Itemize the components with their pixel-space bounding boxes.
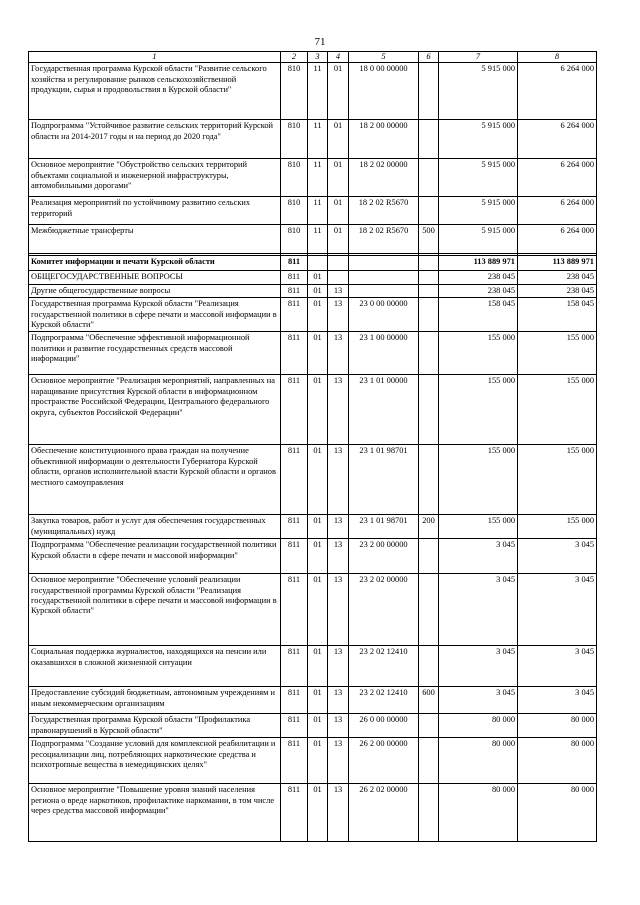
cell-amount-year1: 155 000 (439, 445, 518, 515)
cell-subsection: 01 (328, 159, 349, 197)
table-row (29, 159, 597, 197)
row-name: Подпрограмма "Обеспечение эффективной информационной политики и развитие государственных средств массовой информации" (29, 332, 281, 375)
cell-expense-type (419, 120, 439, 159)
cell-grbs: 811 (281, 298, 308, 332)
column-header: 6 (419, 52, 439, 63)
cell-subsection: 13 (328, 646, 349, 687)
cell-amount-year2: 80 000 (518, 738, 597, 784)
cell-amount-year1: 3 045 (439, 539, 518, 574)
cell-section: 11 (308, 159, 328, 197)
cell-subsection: 01 (328, 197, 349, 225)
cell-target-article: 23 2 02 12410 (349, 687, 419, 714)
table-row (29, 646, 597, 687)
cell-amount-year2: 80 000 (518, 784, 597, 842)
cell-section: 11 (308, 120, 328, 159)
cell-target-article: 23 2 02 12410 (349, 646, 419, 687)
row-name: Обеспечение конституционного права граждан на получение объективной информации о деятельности Губернатора Курской области, органов исполнительной власти Курской области и органов местного самоуправления (29, 445, 281, 515)
row-name: Подпрограмма "Обеспечение реализации государственной политики Курской области в сфере печати и массовой информации" (29, 539, 281, 574)
cell-target-article: 23 1 00 00000 (349, 332, 419, 375)
cell-amount-year1: 3 045 (439, 646, 518, 687)
column-header: 7 (439, 52, 518, 63)
cell-subsection: 13 (328, 298, 349, 332)
table-row (29, 256, 597, 271)
cell-grbs: 811 (281, 687, 308, 714)
cell-subsection: 01 (328, 225, 349, 254)
cell-amount-year1: 80 000 (439, 784, 518, 842)
cell-amount-year2: 6 264 000 (518, 225, 597, 254)
cell-amount-year2: 155 000 (518, 332, 597, 375)
cell-target-article: 18 2 00 00000 (349, 120, 419, 159)
row-name: Социальная поддержка журналистов, находящихся на пенсии или оказавшихся в сложной жизненной ситуации (29, 646, 281, 687)
row-name: Основное мероприятие "Реализация мероприятий, направленных на наращивание присутствия Курской области в информационном пространстве Российской Федерации, Центрального федерального округа, субъектов Российской Федерации" (29, 375, 281, 445)
cell-target-article (349, 256, 419, 271)
cell-section: 01 (308, 515, 328, 539)
cell-target-article: 18 2 02 R5670 (349, 225, 419, 254)
cell-expense-type (419, 375, 439, 445)
row-name: Подпрограмма "Создание условий для комплексной реабилитации и ресоциализации лиц, потребляющих наркотические средства и психотропные вещества в немедицинских целях" (29, 738, 281, 784)
cell-grbs: 811 (281, 539, 308, 574)
cell-expense-type (419, 539, 439, 574)
cell-subsection: 13 (328, 574, 349, 646)
cell-amount-year2: 113 889 971 (518, 256, 597, 271)
cell-section: 01 (308, 271, 328, 284)
row-name: Государственная программа Курской области "Реализация государственной политики в сфере печати и массовой информации в Курской области" (29, 298, 281, 332)
cell-section: 01 (308, 445, 328, 515)
table-row (29, 332, 597, 375)
column-header-row (29, 52, 597, 63)
row-name: Подпрограмма "Устойчивое развитие сельских территорий Курской области на 2014-2017 годы и на период до 2020 года" (29, 120, 281, 159)
cell-subsection: 13 (328, 784, 349, 842)
cell-expense-type (419, 284, 439, 297)
cell-section: 11 (308, 197, 328, 225)
cell-grbs: 811 (281, 445, 308, 515)
cell-amount-year1: 5 915 000 (439, 159, 518, 197)
cell-target-article: 23 0 00 00000 (349, 298, 419, 332)
table-row (29, 284, 597, 297)
table-row (29, 63, 597, 120)
column-header: 3 (308, 52, 328, 63)
cell-section (308, 256, 328, 271)
cell-subsection: 13 (328, 687, 349, 714)
cell-target-article: 18 0 00 00000 (349, 63, 419, 120)
row-name: Другие общегосударственные вопросы (29, 284, 281, 297)
cell-section: 01 (308, 714, 328, 738)
cell-grbs: 811 (281, 515, 308, 539)
cell-amount-year2: 155 000 (518, 445, 597, 515)
column-header: 4 (328, 52, 349, 63)
cell-section: 01 (308, 574, 328, 646)
cell-amount-year1: 5 915 000 (439, 120, 518, 159)
cell-amount-year2: 3 045 (518, 646, 597, 687)
table-row (29, 225, 597, 254)
cell-grbs: 811 (281, 332, 308, 375)
cell-grbs: 811 (281, 271, 308, 284)
cell-target-article: 23 1 01 98701 (349, 445, 419, 515)
cell-amount-year2: 3 045 (518, 539, 597, 574)
cell-subsection: 13 (328, 738, 349, 784)
cell-amount-year2: 80 000 (518, 714, 597, 738)
table-row (29, 574, 597, 646)
table-row (29, 714, 597, 738)
cell-expense-type (419, 63, 439, 120)
cell-expense-type (419, 256, 439, 271)
budget-table (28, 51, 597, 842)
cell-amount-year1: 5 915 000 (439, 63, 518, 120)
cell-expense-type (419, 574, 439, 646)
cell-amount-year1: 155 000 (439, 332, 518, 375)
cell-target-article: 18 2 02 00000 (349, 159, 419, 197)
cell-expense-type (419, 646, 439, 687)
cell-section: 01 (308, 738, 328, 784)
cell-grbs: 811 (281, 284, 308, 297)
table-row (29, 120, 597, 159)
row-name: Государственная программа Курской области "Развитие сельского хозяйства и регулирование рынков сельскохозяйственной продукции, сырья и продовольствия в Курской области" (29, 63, 281, 120)
row-name: Закупка товаров, работ и услуг для обеспечения государственных (муниципальных) нужд (29, 515, 281, 539)
cell-expense-type (419, 714, 439, 738)
cell-section: 01 (308, 687, 328, 714)
cell-amount-year2: 155 000 (518, 515, 597, 539)
cell-target-article: 23 1 01 98701 (349, 515, 419, 539)
cell-expense-type (419, 271, 439, 284)
cell-target-article: 26 2 02 00000 (349, 784, 419, 842)
cell-amount-year2: 6 264 000 (518, 159, 597, 197)
row-name: Государственная программа Курской области "Профилактика правонарушений в Курской области" (29, 714, 281, 738)
table-row (29, 687, 597, 714)
cell-grbs: 810 (281, 197, 308, 225)
cell-section: 01 (308, 298, 328, 332)
cell-expense-type: 500 (419, 225, 439, 254)
table-row (29, 738, 597, 784)
cell-amount-year2: 6 264 000 (518, 120, 597, 159)
cell-expense-type: 200 (419, 515, 439, 539)
cell-amount-year1: 113 889 971 (439, 256, 518, 271)
cell-subsection (328, 256, 349, 271)
cell-expense-type (419, 197, 439, 225)
cell-amount-year1: 3 045 (439, 574, 518, 646)
cell-amount-year1: 80 000 (439, 738, 518, 784)
cell-target-article (349, 271, 419, 284)
cell-grbs: 810 (281, 120, 308, 159)
cell-target-article (349, 284, 419, 297)
row-name: ОБЩЕГОСУДАРСТВЕННЫЕ ВОПРОСЫ (29, 271, 281, 284)
cell-section: 01 (308, 539, 328, 574)
row-name: Основное мероприятие "Обустройство сельских территорий объектами социальной и инженерной инфраструктуры, автомобильными дорогами" (29, 159, 281, 197)
cell-amount-year1: 238 045 (439, 271, 518, 284)
cell-amount-year2: 238 045 (518, 271, 597, 284)
column-header: 1 (29, 52, 281, 63)
cell-grbs: 811 (281, 784, 308, 842)
column-header: 5 (349, 52, 419, 63)
cell-grbs: 811 (281, 375, 308, 445)
cell-expense-type (419, 445, 439, 515)
cell-subsection: 13 (328, 284, 349, 297)
row-name: Основное мероприятие "Обеспечение условий реализации государственной программы Курской области "Реализация государственной политики в сфере печати и массовой информации в Курской области" (29, 574, 281, 646)
cell-grbs: 810 (281, 225, 308, 254)
cell-subsection: 13 (328, 515, 349, 539)
table-row (29, 784, 597, 842)
cell-section: 01 (308, 375, 328, 445)
cell-grbs: 811 (281, 738, 308, 784)
column-header: 2 (281, 52, 308, 63)
cell-expense-type: 600 (419, 687, 439, 714)
cell-grbs: 810 (281, 159, 308, 197)
cell-target-article: 26 2 00 00000 (349, 738, 419, 784)
cell-target-article: 23 2 02 00000 (349, 574, 419, 646)
cell-amount-year2: 158 045 (518, 298, 597, 332)
cell-amount-year2: 6 264 000 (518, 63, 597, 120)
row-name: Реализация мероприятий по устойчивому развитию сельских территорий (29, 197, 281, 225)
cell-subsection: 13 (328, 375, 349, 445)
cell-subsection: 13 (328, 332, 349, 375)
cell-grbs: 811 (281, 574, 308, 646)
table-row (29, 515, 597, 539)
cell-section: 11 (308, 225, 328, 254)
row-name: Предоставление субсидий бюджетным, автономным учреждениям и иным некоммерческим организациям (29, 687, 281, 714)
cell-subsection (328, 271, 349, 284)
cell-section: 01 (308, 646, 328, 687)
cell-section: 01 (308, 784, 328, 842)
cell-amount-year2: 155 000 (518, 375, 597, 445)
row-name: Межбюджетные трансферты (29, 225, 281, 254)
cell-grbs: 811 (281, 646, 308, 687)
cell-target-article: 23 2 00 00000 (349, 539, 419, 574)
cell-subsection: 13 (328, 445, 349, 515)
cell-amount-year1: 80 000 (439, 714, 518, 738)
row-name: Комитет информации и печати Курской области (29, 256, 281, 271)
table-row (29, 197, 597, 225)
cell-amount-year1: 3 045 (439, 687, 518, 714)
cell-amount-year1: 238 045 (439, 284, 518, 297)
cell-target-article: 18 2 02 R5670 (349, 197, 419, 225)
cell-grbs: 811 (281, 714, 308, 738)
cell-grbs: 811 (281, 256, 308, 271)
cell-amount-year2: 238 045 (518, 284, 597, 297)
row-name: Основное мероприятие "Повышение уровня знаний населения региона о вреде наркотиков, профилактике наркомании, в том числе через средства массовой информации" (29, 784, 281, 842)
cell-target-article: 23 1 01 00000 (349, 375, 419, 445)
cell-section: 01 (308, 284, 328, 297)
table-row (29, 271, 597, 284)
cell-amount-year1: 155 000 (439, 515, 518, 539)
cell-subsection: 13 (328, 539, 349, 574)
cell-amount-year2: 3 045 (518, 574, 597, 646)
cell-amount-year1: 5 915 000 (439, 197, 518, 225)
table-row (29, 298, 597, 332)
column-header: 8 (518, 52, 597, 63)
cell-expense-type (419, 332, 439, 375)
table-row (29, 445, 597, 515)
cell-subsection: 01 (328, 120, 349, 159)
cell-subsection: 01 (328, 63, 349, 120)
cell-target-article: 26 0 00 00000 (349, 714, 419, 738)
page-number: 71 (314, 36, 326, 48)
cell-expense-type (419, 784, 439, 842)
cell-section: 01 (308, 332, 328, 375)
cell-grbs: 810 (281, 63, 308, 120)
table-row (29, 375, 597, 445)
table-row (29, 539, 597, 574)
cell-expense-type (419, 159, 439, 197)
cell-expense-type (419, 738, 439, 784)
cell-subsection: 13 (328, 714, 349, 738)
cell-amount-year1: 155 000 (439, 375, 518, 445)
cell-expense-type (419, 298, 439, 332)
cell-amount-year1: 158 045 (439, 298, 518, 332)
cell-amount-year2: 6 264 000 (518, 197, 597, 225)
cell-amount-year1: 5 915 000 (439, 225, 518, 254)
cell-amount-year2: 3 045 (518, 687, 597, 714)
cell-section: 11 (308, 63, 328, 120)
